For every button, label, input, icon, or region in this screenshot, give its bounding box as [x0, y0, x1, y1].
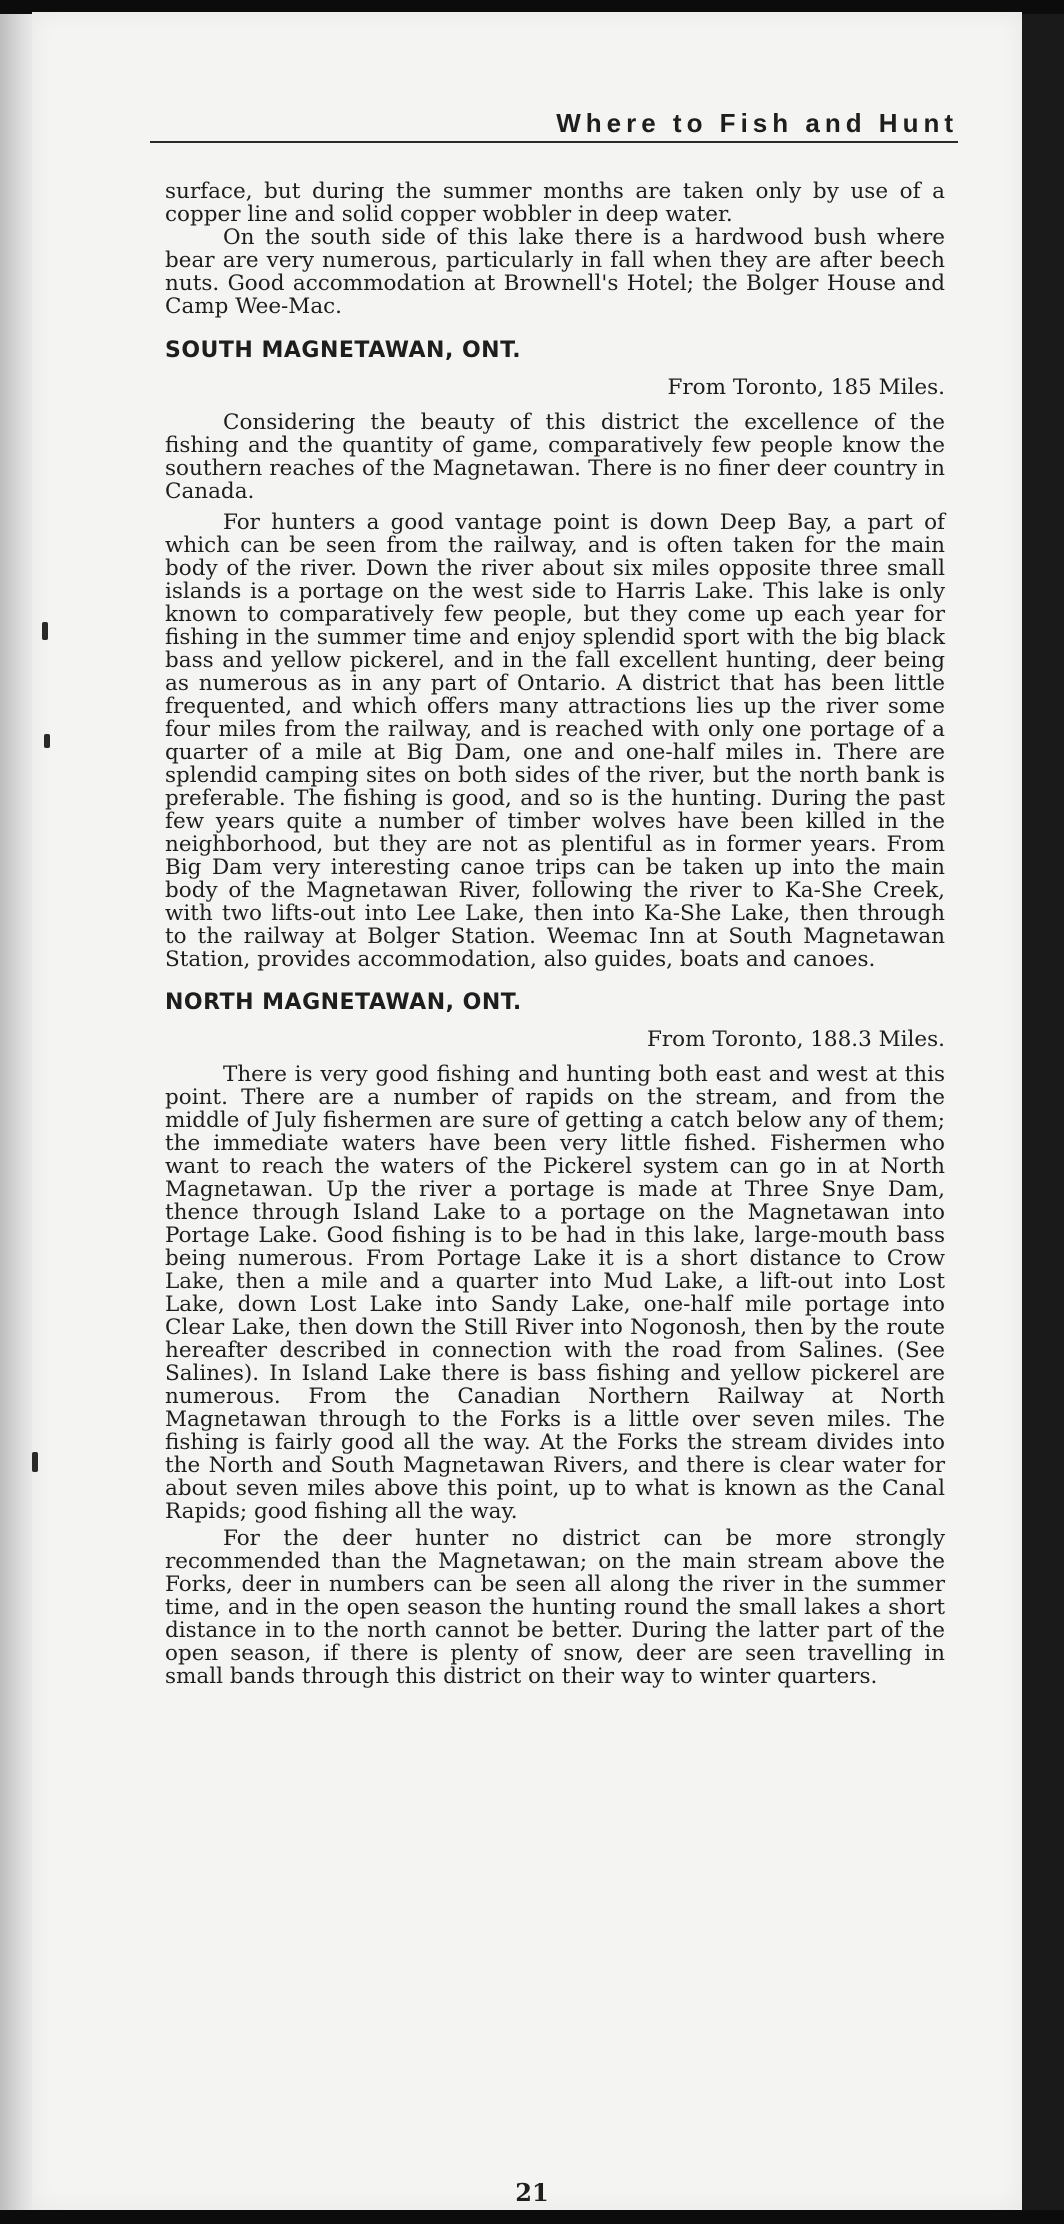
south-distance: From Toronto, 185 Miles.: [667, 375, 945, 400]
binding-mark: [42, 622, 48, 640]
north-paragraph-2: For the deer hunter no district can be more strongly recommended than the Magnetawan; on the main stream above the Forks, deer in numbers can be seen all along the river in the summer time, and in the open season the hunting round the small lakes a short distance in to the north cannot be better. During the latter part of the open season, if there is plenty of snow, deer are seen travelling in small bands through this district on their way to winter quarters.: [165, 1526, 945, 1689]
intro-paragraph-2: On the south side of this lake there is a hardwood bush where bear are very numerous, particularly in fall when they are after beech nuts. Good accommodation at Brownell's Hotel; the Bolger House and Camp Wee-Mac.: [165, 225, 945, 319]
scan-right-border: [1022, 14, 1064, 2210]
page-number: 21: [515, 2178, 549, 2207]
binding-mark: [32, 1452, 38, 1472]
north-paragraph-1: There is very good fishing and hunting both east and west at this point. There are a number of rapids on the stream, and from the middle of July fishermen are sure of getting a catch below any of them; the immediate waters have been very little fished. Fishermen who want to reach the waters of the Pickerel system can go in at North Magnetawan. Up the river a portage is made at Three Snye Dam, thence through Island Lake to a portage on the Magnetawan into Portage Lake. Good fishing is to be had in this lake, large-mouth bass being numerous. From Portage Lake it is a short distance to Crow Lake, then a mile and a quarter into Mud Lake, a lift-out into Lost Lake, down Lost Lake into Sandy Lake, one-half mile portage into Clear Lake, then down the Still River into Nogonosh, then by the route hereafter described in connection with the road from Salines. (See Salines). In Island Lake there is bass fishing and yellow pickerel are numerous. From the Canadian Northern Railway at North Magnetawan through to the Forks is a little over seven miles. The fishing is fairly good all the way. At the Forks the stream divides into the North and South Magnetawan Rivers, and there is clear water for about seven miles above this point, up to what is known as the Canal Rapids; good fishing all the way.: [165, 1062, 945, 1524]
binding-mark: [44, 734, 50, 748]
section-heading-south-magnetawan: SOUTH MAGNETAWAN, ONT.: [165, 338, 522, 363]
north-distance: From Toronto, 188.3 Miles.: [646, 1027, 945, 1052]
south-paragraph-1: Considering the beauty of this district the excellence of the fishing and the quantity of game, comparatively few people know the southern reaches of the Magnetawan. There is no finer deer country in Canada.: [165, 410, 945, 504]
section-heading-north-magnetawan: NORTH MAGNETAWAN, ONT.: [165, 990, 522, 1015]
running-head: Where to Fish and Hunt: [150, 108, 958, 143]
intro-paragraph-1: surface, but during the summer months are taken only by use of a copper line and solid copper wobbler in deep water.: [165, 179, 945, 227]
scan-bottom-border: [0, 2210, 1064, 2224]
south-paragraph-2: For hunters a good vantage point is down Deep Bay, a part of which can be seen from the railway, and is often taken for the main body of the river. Down the river about six miles opposite three small islands is a portage on the west side to Harris Lake. This lake is only known to comparatively few people, but they come up each year for fishing in the summer time and enjoy splendid sport with the big black bass and yellow pickerel, and in the fall excellent hunting, deer being as numerous as in any part of Ontario. A district that has been little frequented, and which offers many attractions lies up the river some four miles from the railway, and is reached with only one portage of a quarter of a mile at Big Dam, one and one-half miles in. There are splendid camping sites on both sides of the river, but the north bank is preferable. The fishing is good, and so is the hunting. During the past few years quite a number of timber wolves have been killed in the neighborhood, but they are not as plentiful as in former years. From Big Dam very interesting canoe trips can be taken up into the main body of the Magnetawan River, following the river to Ka-She Creek, with two lifts-out into Lee Lake, then into Ka-She Lake, then through to the railway at Bolger Station. Weemac Inn at South Magnetawan Station, provides accommodation, also guides, boats and canoes.: [165, 510, 945, 972]
page-body: [165, 180, 945, 1688]
scan-left-page-edge: [0, 14, 32, 2210]
